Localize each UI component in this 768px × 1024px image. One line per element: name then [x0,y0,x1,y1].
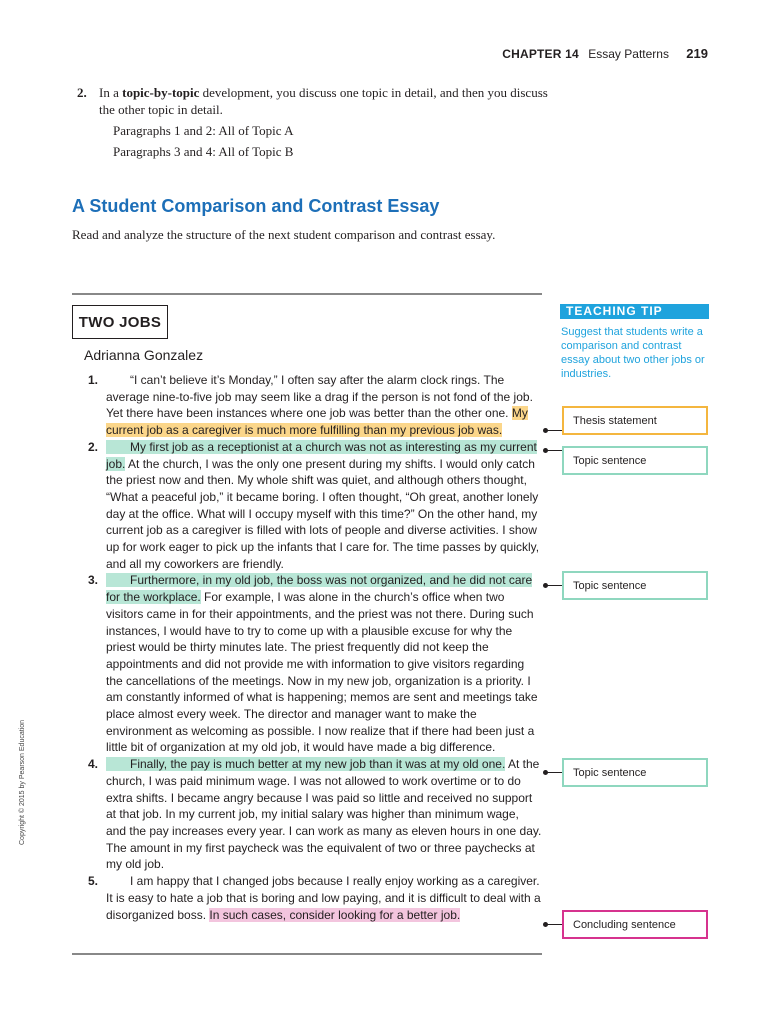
connector-line [546,772,562,773]
thesis-highlight: My current job as a caregiver is much more fulfilling than my previous job was. [106,406,528,438]
paragraph-1: 1. “I can’t believe it’s Monday,” I often say after the alarm clock rings. The average nine-to-five job may seem like a drag if the person is not fond of the job. Yet there have been instances where one job was better than the other one. My current job as a caregiver is much more fulfilling than my previous job was. [88,373,533,438]
teaching-tip-body: Suggest that students write a comparison and contrast essay about two other jobs or industries. [561,326,705,380]
connector-line [546,585,562,586]
divider-bottom [72,953,542,955]
topic-label-1: Topic sentence [562,446,708,475]
divider-top [72,293,542,295]
topic-label-2: Topic sentence [562,571,708,600]
thesis-label: Thesis statement [562,406,708,435]
connector-line [546,924,562,925]
chapter-label: CHAPTER 14 [502,47,579,61]
copyright-notice: Copyright © 2015 by Pearson Education [19,719,26,845]
essay-author: Adrianna Gonzalez [84,347,204,363]
sub-item-2: Paragraphs 3 and 4: All of Topic B [113,144,294,159]
section-intro: Read and analyze the structure of the next student comparison and contrast essay. [72,227,496,242]
topic-by-topic-item [77,84,557,160]
topic-label-3: Topic sentence [562,758,708,787]
paragraph-5: 5. I am happy that I changed jobs because I really enjoy working as a caregiver. It is easy to hate a job that is boring and low paying, and it is difficult to deal with a disorganized boss. In such cases, consider looking for a better job. [88,874,541,922]
chapter-title: Essay Patterns [588,47,669,61]
teaching-tip-heading: TEACHING TIP [560,304,709,319]
essay-body [84,372,542,923]
conclusion-highlight: In such cases, consider looking for a better job. [209,907,461,922]
list-text: In a topic-by-topic development, you discuss one topic in detail, and then you discuss the other topic in detail. [99,85,548,117]
topic-highlight-3: Finally, the pay is much better at my new job than it was at my old one. [130,757,506,772]
page-number: 219 [686,46,708,61]
paragraph-2: 2. My first job as a receptionist at a church was not as interesting as my current job. At the church, I was the only one present during my shifts. I would only catch the priest now and then. My whole shift was quiet, and although others thought, “What a peaceful job,” it became boring. I often thought, “Oh great, another lonely day at the office. What will I occupy myself with this time?” On the other hand, my current job as a caregiver is filled with lots of people and diverse activities. I show up for work eager to pick up the infants that I care for. The time passes by quickly, and all my coworkers are friendly. [88,439,540,571]
running-header [502,46,708,61]
section-title: A Student Comparison and Contrast Essay [72,196,440,216]
connector-line [546,450,562,451]
essay-title: TWO JOBS [72,305,168,339]
topic-highlight-1: My first job as a receptionist at a church was not as interesting as my current job. [106,439,537,471]
concluding-label: Concluding sentence [562,910,708,939]
list-number: 2. [77,85,87,100]
paragraph-3: 3. Furthermore, in my old job, the boss was not organized, and he did not care for the workplace. For example, I was alone in the church’s office when two visitors came in for their appointments, and the priest was not there. During such instances, I would have to try to come up with a plausible excuse for why the priest would be thirty minutes late. The priest frequently did not keep the appointments and did not provide me with information to give visitors regarding the cancellations of the meetings. Now in my new job, organization is a priority. I am constantly informed of what is happening; memos are sent and meetings take place almost every week. The director and manager want to make the environment as welcoming as possible. I now realize that if there had been just a little bit of organization at my old job, it would have made a big difference. [88,573,538,755]
paragraph-4: 4. Finally, the pay is much better at my new job than it was at my old one. At the church, I was paid minimum wage. I was not allowed to work overtime or to do extra shifts. I became angry because I was paid so little and received no support at that job. In my current job, my initial salary was higher than minimum wage, and the pay increases every year. I can work as many as eleven hours in one day. The amount in my first paycheck was the equivalent of two or three paychecks at my old job. [88,757,542,872]
connector-line [546,430,562,431]
topic-highlight-2: Furthermore, in my old job, the boss was not organized, and he did not care for the workplace. [106,573,533,605]
sub-item-1: Paragraphs 1 and 2: All of Topic A [113,123,294,138]
